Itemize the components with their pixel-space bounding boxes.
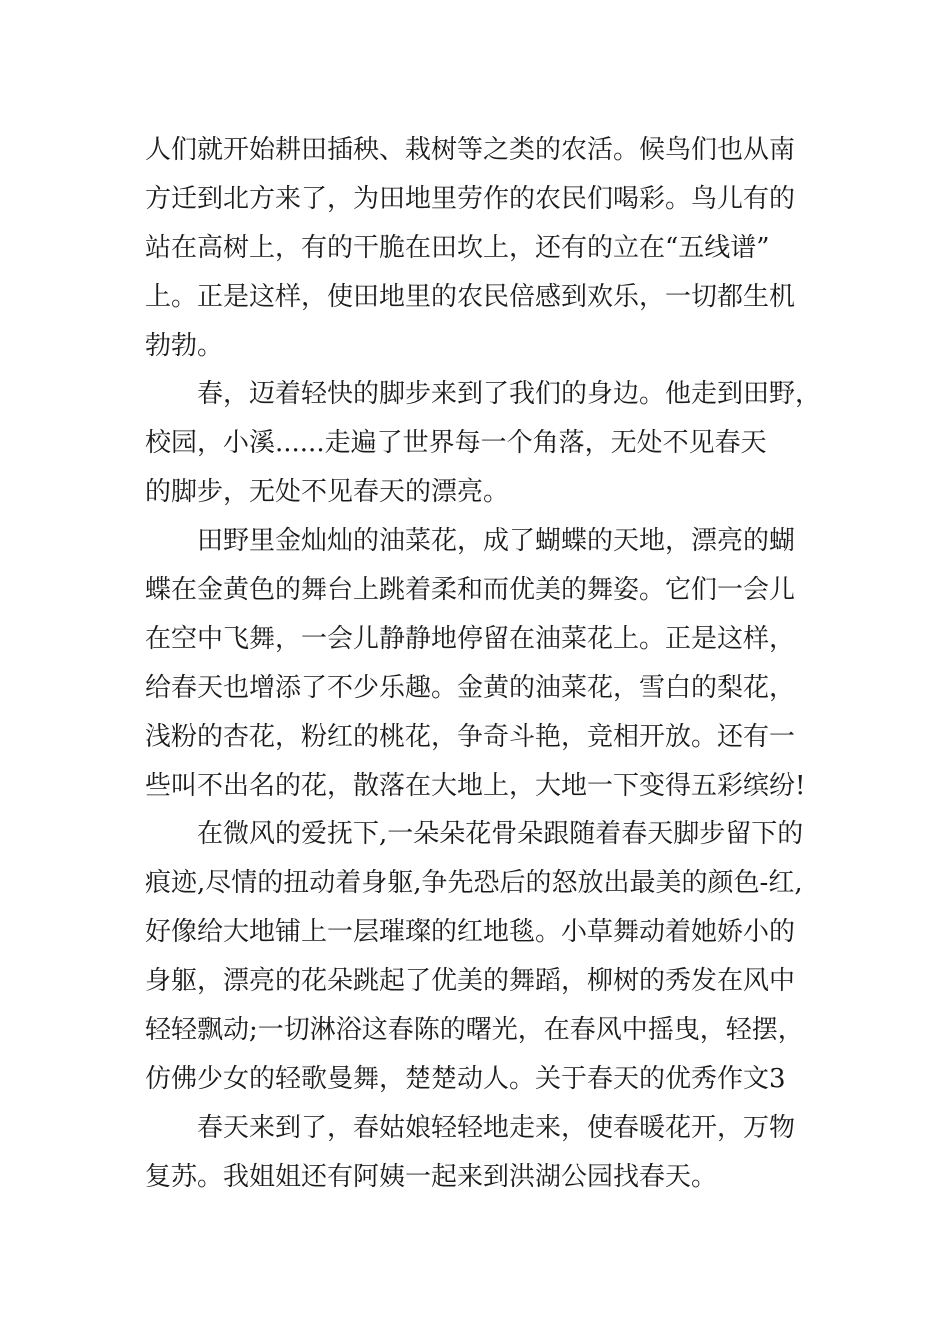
paragraph-5 — [145, 1104, 815, 1202]
text-line: 些叫不出名的花，散落在大地上，大地一下变得五彩缤纷! — [145, 770, 806, 801]
text-line: 在微风的爱抚下,一朵朵花骨朵跟随着春天脚步留下的 — [197, 819, 804, 850]
text-line: 在空中飞舞，一会儿静静地停留在油菜花上。正是这样， — [145, 623, 796, 654]
text-line: 痕迹,尽情的扭动着身躯,争先恐后的怒放出最美的颜色-红, — [145, 868, 803, 899]
text-line: 人们就开始耕田插秧、栽树等之类的农活。候鸟们也从南 — [145, 135, 796, 165]
text-line: 复苏。我姐姐还有阿姨一起来到洪湖公园找春天。 — [145, 1161, 718, 1192]
text-line: 好像给大地铺上一层璀璨的红地毯。小草舞动着她娇小的 — [145, 917, 796, 948]
paragraph-3 — [145, 517, 815, 810]
paragraph-2 — [145, 370, 822, 517]
text-line: 上。正是这样，使田地里的农民倍感到欢乐，一切都生机 — [145, 281, 796, 312]
text-line: 站在高树上，有的干脆在田坎上，还有的立在“五线谱” — [145, 232, 770, 263]
text-line: 春，迈着轻快的脚步来到了我们的身边。他走到田野， — [197, 379, 822, 410]
text-line: 蝶在金黄色的舞台上跳着柔和而优美的舞姿。它们一会儿 — [145, 575, 796, 606]
text-line: 轻轻飘动;一切淋浴这春陈的曙光，在春风中摇曳，轻摆， — [145, 1015, 804, 1046]
text-line: 的脚步，无处不见春天的漂亮。 — [145, 477, 510, 508]
text-line: 勃勃。 — [145, 330, 224, 361]
text-line: 田野里金灿灿的油菜花，成了蝴蝶的天地，漂亮的蝴 — [197, 526, 796, 557]
text-line: 仿佛少女的轻歌曼舞，楚楚动人。关于春天的优秀作文3 — [145, 1063, 786, 1094]
text-line: 身躯，漂亮的花朵跳起了优美的舞蹈，柳树的秀发在风中 — [145, 966, 796, 997]
text-line: 浅粉的杏花，粉红的桃花，争奇斗艳，竞相开放。还有一 — [145, 721, 796, 752]
text-line: 给春天也增添了不少乐趣。金黄的油菜花，雪白的梨花， — [145, 672, 796, 703]
text-line: 校园，小溪......走遍了世界每一个角落，无处不见春天 — [145, 428, 767, 459]
article-body — [145, 126, 822, 1202]
text-line: 方迁到北方来了，为田地里劳作的农民们喝彩。鸟儿有的 — [145, 183, 796, 214]
text-line: 春天来到了，春姑娘轻轻地走来，使春暖花开，万物 — [197, 1112, 796, 1143]
paragraph-1 — [145, 126, 815, 370]
paragraph-4 — [145, 810, 815, 1103]
